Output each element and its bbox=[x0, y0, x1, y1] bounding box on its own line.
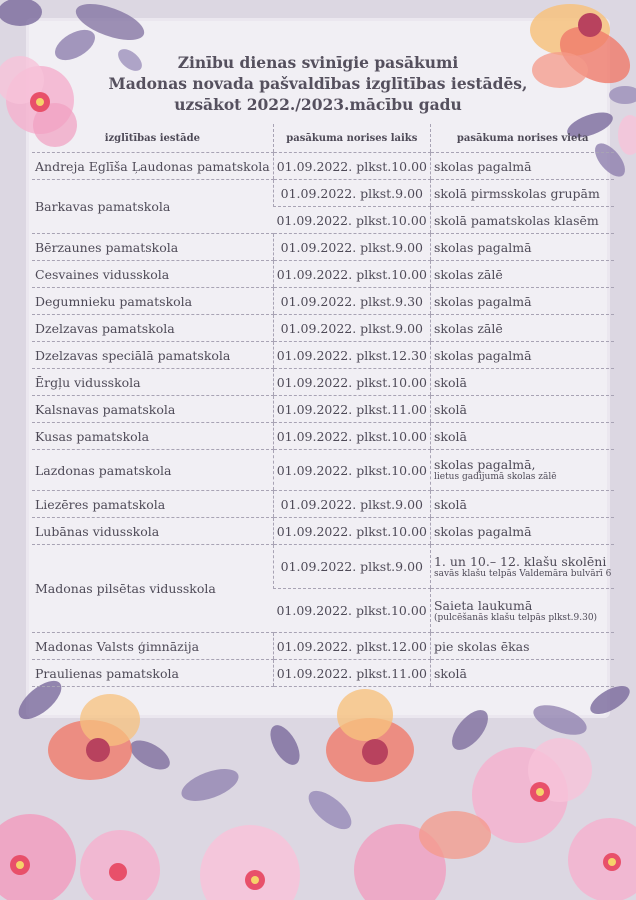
time-cell: 01.09.2022. plkst.10.00 bbox=[273, 423, 430, 450]
time-cell: 01.09.2022. plkst.10.00 bbox=[273, 369, 430, 396]
place-note: savās klašu telpās Valdemāra bulvārī 6 bbox=[433, 568, 612, 579]
table-row bbox=[32, 423, 614, 450]
time-cell: 01.09.2022. plkst.10.00 bbox=[273, 261, 430, 288]
school-cell: Praulienas pamatskola bbox=[32, 660, 273, 687]
time-cell: 01.09.2022. plkst.10.00 bbox=[273, 450, 430, 491]
place-cell bbox=[430, 589, 614, 633]
place-cell: skolā bbox=[430, 491, 614, 518]
table-row bbox=[32, 545, 614, 589]
time-cell: 01.09.2022. plkst.11.00 bbox=[273, 660, 430, 687]
place-main: Saieta laukumā bbox=[433, 597, 533, 613]
school-cell: Bērzaunes pamatskola bbox=[32, 234, 273, 261]
table-row bbox=[32, 491, 614, 518]
place-cell: skolā pamatskolas klasēm bbox=[430, 207, 614, 234]
place-cell: skolas pagalmā bbox=[430, 342, 614, 369]
place-cell: skolas pagalmā bbox=[430, 234, 614, 261]
table-row bbox=[32, 518, 614, 545]
time-cell: 01.09.2022. plkst.9.00 bbox=[273, 234, 430, 261]
school-cell: Liezēres pamatskola bbox=[32, 491, 273, 518]
header-time: pasākuma norises laiks bbox=[273, 124, 430, 153]
school-cell: Degumnieku pamatskola bbox=[32, 288, 273, 315]
table-row bbox=[32, 369, 614, 396]
time-cell: 01.09.2022. plkst.10.00 bbox=[273, 589, 430, 633]
school-cell: Kusas pamatskola bbox=[32, 423, 273, 450]
time-cell: 01.09.2022. plkst.12.30 bbox=[273, 342, 430, 369]
time-cell: 01.09.2022. plkst.10.00 bbox=[273, 153, 430, 180]
title-line-3: uzsākot 2022./2023.mācību gadu bbox=[174, 95, 462, 114]
place-cell bbox=[430, 450, 614, 491]
school-cell: Dzelzavas pamatskola bbox=[32, 315, 273, 342]
place-main: 1. un 10.– 12. klašu skolēni bbox=[433, 553, 607, 569]
title-line-1: Zinību dienas svinīgie pasākumi bbox=[177, 53, 459, 72]
place-cell: skolā pirmsskolas grupām bbox=[430, 180, 614, 207]
place-cell: skolas pagalmā bbox=[430, 518, 614, 545]
table-row bbox=[32, 342, 614, 369]
flower-decoration-bottom bbox=[0, 660, 636, 900]
school-cell: Lazdonas pamatskola bbox=[32, 450, 273, 491]
place-cell: skolā bbox=[430, 369, 614, 396]
table-row bbox=[32, 261, 614, 288]
place-note: lietus gadījumā skolas zālē bbox=[433, 472, 557, 482]
table-row bbox=[32, 153, 614, 180]
school-cell: Andreja Eglīša Ļaudonas pamatskola bbox=[32, 153, 273, 180]
title-line-2: Madonas novada pašvaldības izglītības iestādēs, bbox=[108, 74, 528, 93]
document-title bbox=[0, 52, 636, 115]
table-row bbox=[32, 180, 614, 207]
table-row bbox=[32, 660, 614, 687]
place-cell: skolas pagalmā bbox=[430, 153, 614, 180]
place-cell bbox=[430, 545, 614, 589]
school-cell: Dzelzavas speciālā pamatskola bbox=[32, 342, 273, 369]
place-cell: pie skolas ēkas bbox=[430, 633, 614, 660]
table-row bbox=[32, 450, 614, 491]
events-table bbox=[32, 124, 614, 687]
time-cell: 01.09.2022. plkst.9.00 bbox=[273, 315, 430, 342]
place-cell: skolā bbox=[430, 396, 614, 423]
time-cell: 01.09.2022. plkst.9.00 bbox=[273, 491, 430, 518]
place-cell: skolas pagalmā bbox=[430, 288, 614, 315]
table-row bbox=[32, 396, 614, 423]
school-cell: Kalsnavas pamatskola bbox=[32, 396, 273, 423]
school-cell: Lubānas vidusskola bbox=[32, 518, 273, 545]
time-cell: 01.09.2022. plkst.10.00 bbox=[273, 518, 430, 545]
school-cell: Barkavas pamatskola bbox=[32, 180, 273, 234]
time-cell: 01.09.2022. plkst.11.00 bbox=[273, 396, 430, 423]
school-cell: Madonas pilsētas vidusskola bbox=[32, 545, 273, 633]
school-cell: Cesvaines vidusskola bbox=[32, 261, 273, 288]
place-note: (pulcēšanās klašu telpās plkst.9.30) bbox=[433, 612, 598, 623]
header-place: pasākuma norises vieta bbox=[430, 124, 614, 153]
place-cell: skolā bbox=[430, 423, 614, 450]
place-cell: skolas zālē bbox=[430, 315, 614, 342]
place-cell: skolā bbox=[430, 660, 614, 687]
place-cell: skolas zālē bbox=[430, 261, 614, 288]
time-cell: 01.09.2022. plkst.9.30 bbox=[273, 288, 430, 315]
time-cell: 01.09.2022. plkst.9.00 bbox=[273, 545, 430, 589]
table-row bbox=[32, 315, 614, 342]
table-row bbox=[32, 633, 614, 660]
time-cell: 01.09.2022. plkst.12.00 bbox=[273, 633, 430, 660]
place-main: skolas pagalmā, bbox=[433, 457, 536, 472]
header-school: izglītības iestāde bbox=[32, 124, 273, 153]
table-row bbox=[32, 234, 614, 261]
school-cell: Madonas Valsts ģimnāzija bbox=[32, 633, 273, 660]
table-header-row bbox=[32, 124, 614, 153]
school-cell: Ērgļu vidusskola bbox=[32, 369, 273, 396]
table-row bbox=[32, 288, 614, 315]
time-cell: 01.09.2022. plkst.9.00 bbox=[273, 180, 430, 207]
time-cell: 01.09.2022. plkst.10.00 bbox=[273, 207, 430, 234]
